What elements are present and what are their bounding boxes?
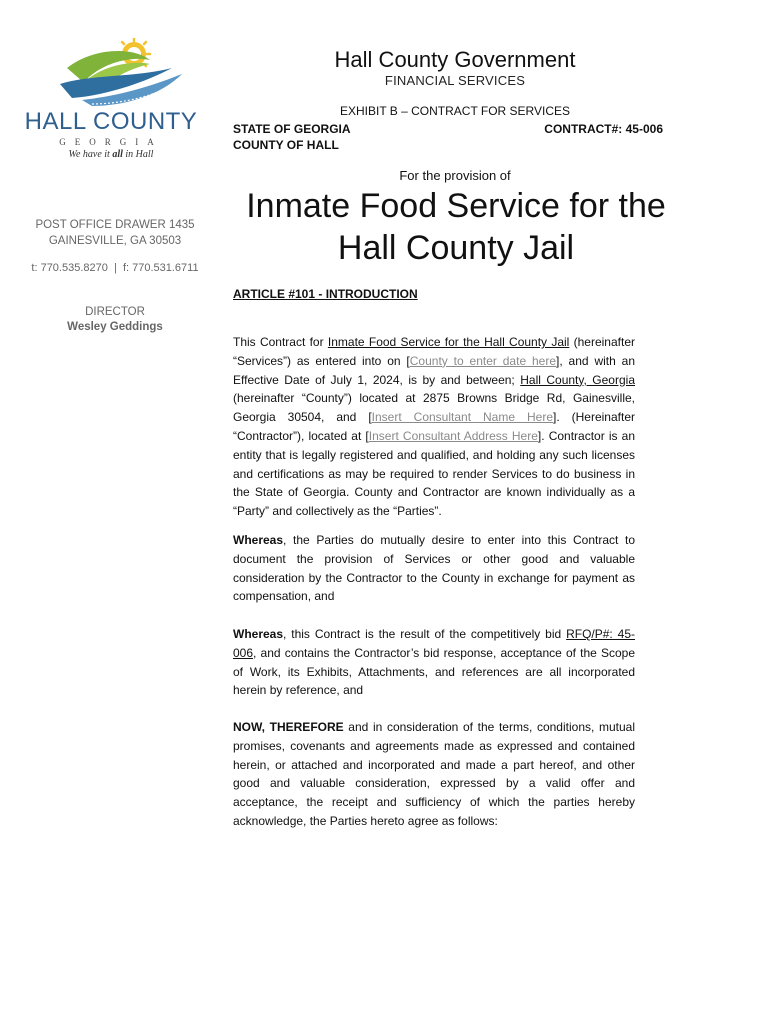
service-name-link: Inmate Food Service for the Hall County Jail xyxy=(327,335,570,349)
county-name-link: Hall County, Georgia xyxy=(520,372,635,387)
office-address xyxy=(20,217,210,249)
address-line-2: GAINESVILLE, GA 30503 xyxy=(48,235,182,247)
logo-emblem-icon xyxy=(22,38,200,110)
county-label: COUNTY OF HALL xyxy=(233,138,339,152)
whereas-paragraph-2: Whereas, this Contract is the result of the competitively bid RFQ/P#: 45-006, and contains the Contractor’s bid response, acceptance of the Scope of Work, its Exhibits, Attachments, and references are all incorporated herein by reference, and xyxy=(233,627,636,698)
article-heading: ARTICLE #101 - INTRODUCTION xyxy=(233,287,418,301)
address-line-1: POST OFFICE DRAWER 1435 xyxy=(35,219,195,231)
director-block xyxy=(20,305,210,335)
state-label: STATE OF GEORGIA xyxy=(233,122,351,136)
contract-number: CONTRACT#: 45-006 xyxy=(544,122,663,136)
director-label: DIRECTOR xyxy=(85,306,145,318)
document-title xyxy=(225,185,687,269)
logo-state: GEORGIA xyxy=(59,137,163,147)
director-name: Wesley Geddings xyxy=(67,321,163,333)
intro-paragraph: This Contract for Inmate Food Service for the Hall County Jail (hereinafter “Services”) as entered into on [County to enter date here], and with an Effective Date of July 1, 2024, is by and between; Hall County, Georgia (hereinafter “County”) located at 2875 Browns Bridge Rd, Gainesville, Georgia 30504, and [Insert Consultant Name Here]. (Hereinafter “Contractor”), located at [Insert Consultant Address Here]. Contractor is an entity that is legally registered and qualified, and holding any such licenses and certifications as may be required to render Services to do business in the State of Georgia. County and Contractor are known individually as a “Party” and collectively as the “Parties”. xyxy=(233,335,636,519)
title-line-1: Inmate Food Service for the xyxy=(246,187,666,225)
logo-wordmark: HALL COUNTY xyxy=(24,108,198,135)
date-placeholder-field[interactable]: County to enter date here xyxy=(409,353,557,368)
title-line-2: Hall County Jail xyxy=(337,229,575,267)
org-title: Hall County Government xyxy=(334,47,576,72)
rfq-reference: RFQ/P#: 45-006 xyxy=(233,627,636,660)
exhibit-heading: EXHIBIT B – CONTRACT FOR SERVICES xyxy=(339,104,571,118)
department-subtitle: FINANCIAL SERVICES xyxy=(384,73,526,88)
phone-fax: t: 770.535.8270 | f: 770.531.6711 xyxy=(31,262,199,274)
state-line xyxy=(233,122,663,136)
logo-tagline: We have it all in Hall xyxy=(68,149,154,160)
provision-label: For the provision of xyxy=(399,168,511,183)
hall-county-logo xyxy=(22,38,200,163)
consultant-address-placeholder-field[interactable]: Insert Consultant Address Here xyxy=(368,428,538,443)
whereas-paragraph-1: Whereas, the Parties do mutually desire to enter into this Contract to document the provision of Services or other good and valuable consideration by the Contractor to the County in exchange for payment as compensation, and xyxy=(233,533,635,604)
now-therefore-paragraph: NOW, THEREFORE and in consideration of the terms, conditions, mutual promises, covenants and agreements made as expressed and contained herein, or attached and incorporated and made a part hereof, and other good and valuable consideration, expressed by a valid offer and acceptance, the receipt and sufficiency of which the parties hereby acknowledge, the Parties hereto agree as follows: xyxy=(233,720,635,828)
consultant-name-placeholder-field[interactable]: Insert Consultant Name Here xyxy=(371,410,553,425)
